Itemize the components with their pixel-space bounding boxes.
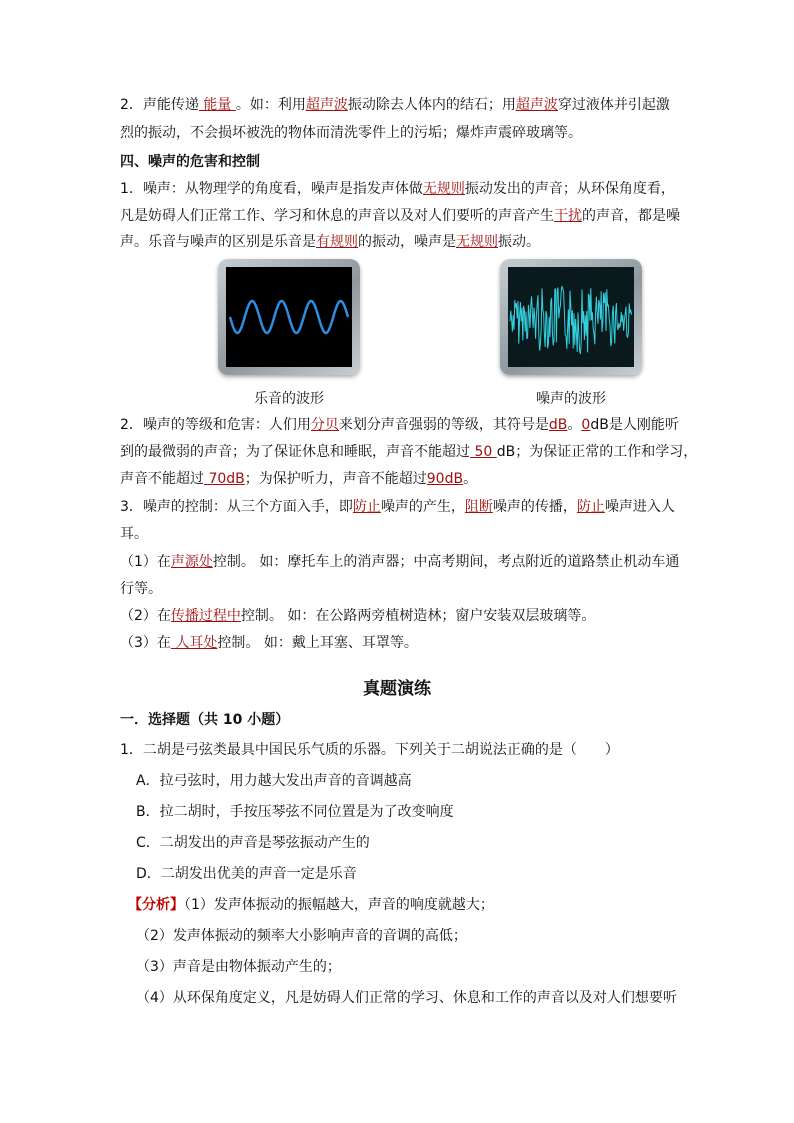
text: 声音不能超过 xyxy=(120,471,204,487)
text: 。 xyxy=(567,417,582,433)
caption-music-waveform: 乐音的波形 xyxy=(254,391,324,407)
noise-waveform-figure xyxy=(500,259,642,375)
answer: 无规则 xyxy=(456,234,498,250)
noise-wave-graphic xyxy=(508,267,634,367)
para-noise-control-line1 xyxy=(120,497,675,517)
answer: 声源处 xyxy=(170,554,213,570)
text: 控制。 如：戴上耳塞、耳罩等。 xyxy=(217,635,418,651)
para-noise-def-line2 xyxy=(120,206,680,226)
answer: 分贝 xyxy=(310,417,339,433)
text: （3）在 xyxy=(120,635,171,651)
para-sound-energy-line2: 烈的振动，不会损坏被洗的物体而清洗零件上的污垢；爆炸声震碎玻璃等。 xyxy=(120,125,582,141)
control-item-ear xyxy=(120,633,418,653)
text: ；为保护听力，声音不能超过 xyxy=(244,471,427,487)
answer: 50 xyxy=(470,444,497,460)
caption-noise-waveform: 噪声的波形 xyxy=(536,391,606,407)
para-noise-control-line2: 耳。 xyxy=(120,526,148,542)
text: 。 xyxy=(463,471,478,487)
answer: 传播过程中 xyxy=(170,608,241,624)
answer: 有规则 xyxy=(316,234,358,250)
text: 控制。 如：摩托车上的消声器；中高考期间，考点附近的道路禁止机动车通 xyxy=(212,554,680,570)
text: 噪声进入人 xyxy=(604,499,675,515)
analysis-line1 xyxy=(128,895,494,915)
option-a: A．拉弓弦时，用力越大发出声音的音调越高 xyxy=(136,773,412,789)
text: 的振动，噪声是 xyxy=(358,234,456,250)
answer: 无规则 xyxy=(422,181,465,197)
para-sound-energy-line1 xyxy=(120,95,670,115)
control-item-source-line2: 行等。 xyxy=(120,581,162,597)
option-b: B．拉二胡时，手按压琴弦不同位置是为了改变响度 xyxy=(136,804,454,820)
text: 声。乐音与噪声的区别是乐音是 xyxy=(120,234,316,250)
exercise-section-heading: 一．选择题（共 10 小题） xyxy=(120,712,290,728)
text: 凡是妨碍人们正常工作、学习和休息的声音以及对人们要听的声音产生 xyxy=(120,208,554,224)
text: dB；为保证正常的工作和学习， xyxy=(496,444,698,460)
answer: 阻断 xyxy=(464,499,493,515)
text: （1）在 xyxy=(120,554,171,570)
para-noise-level-line1 xyxy=(120,415,679,435)
answer: 0 xyxy=(581,417,591,433)
text: 振动发出的声音；从环保角度看， xyxy=(464,181,675,197)
text: 到的最微弱的声音；为了保证休息和睡眠，声音不能超过 xyxy=(120,444,470,460)
text: 振动。 xyxy=(498,234,540,250)
answer-ultrasound: 超声波 xyxy=(305,97,348,113)
sine-wave-graphic xyxy=(226,267,352,367)
control-item-source xyxy=(120,552,679,572)
para-noise-level-line3 xyxy=(120,469,477,489)
answer: 90dB xyxy=(426,471,464,487)
text: 噪声的产生， xyxy=(380,499,465,515)
text: 控制。 如：在公路两旁植树造林；窗户安装双层玻璃等。 xyxy=(240,608,596,624)
text: 来划分声音强弱的等级，其符号是 xyxy=(338,417,549,433)
question-1: 1．二胡是弓弦类最具中国民乐气质的乐器。下列关于二胡说法正确的是（ ） xyxy=(120,742,619,758)
control-item-path xyxy=(120,606,595,626)
answer: 人耳处 xyxy=(170,635,218,651)
analysis-line4: （4）从环保角度定义，凡是妨碍人们正常的学习、休息和工作的声音以及对人们想要听 xyxy=(136,990,677,1006)
section-heading-noise: 四、噪声的危害和控制 xyxy=(120,154,260,170)
text: （2）在 xyxy=(120,608,171,624)
text: 噪声的传播， xyxy=(492,499,577,515)
analysis-line2: （2）发声体振动的频率大小影响声音的音调的高低； xyxy=(136,928,467,944)
text: 2．声能传递 xyxy=(120,97,199,113)
answer: 70dB xyxy=(204,471,245,487)
music-waveform-figure xyxy=(218,259,360,375)
exercise-title: 真题演练 xyxy=(363,679,431,699)
option-d: D．二胡发出优美的声音一定是乐音 xyxy=(136,866,357,882)
text: 3．噪声的控制：从三个方面入手，即 xyxy=(120,499,353,515)
answer: 防止 xyxy=(576,499,605,515)
analysis-tag: 【分析】 xyxy=(128,897,184,913)
text: 振动除去人体内的结石；用 xyxy=(347,97,516,113)
text: 的声音，都是噪 xyxy=(582,208,680,224)
para-noise-level-line2 xyxy=(120,442,697,462)
text: 。如：利用 xyxy=(235,97,306,113)
analysis-line3: （3）声音是由物体振动产生的； xyxy=(136,959,341,975)
answer-ultrasound: 超声波 xyxy=(515,97,558,113)
para-noise-def-line3 xyxy=(120,232,540,252)
text: 1．噪声：从物理学的角度看，噪声是指发声体做 xyxy=(120,181,423,197)
para-noise-def-line1 xyxy=(120,179,675,199)
text: 2．噪声的等级和危害：人们用 xyxy=(120,417,311,433)
text: 穿过液体并引起激 xyxy=(557,97,670,113)
text: dB是人刚能听 xyxy=(590,417,679,433)
option-c: C．二胡发出的声音是琴弦振动产生的 xyxy=(136,835,370,851)
answer-energy: 能量 xyxy=(198,97,236,113)
text: （1）发声体振动的振幅越大，声音的响度就越大； xyxy=(184,897,494,913)
answer: 干扰 xyxy=(554,208,582,224)
answer: dB xyxy=(548,417,568,433)
answer: 防止 xyxy=(352,499,381,515)
